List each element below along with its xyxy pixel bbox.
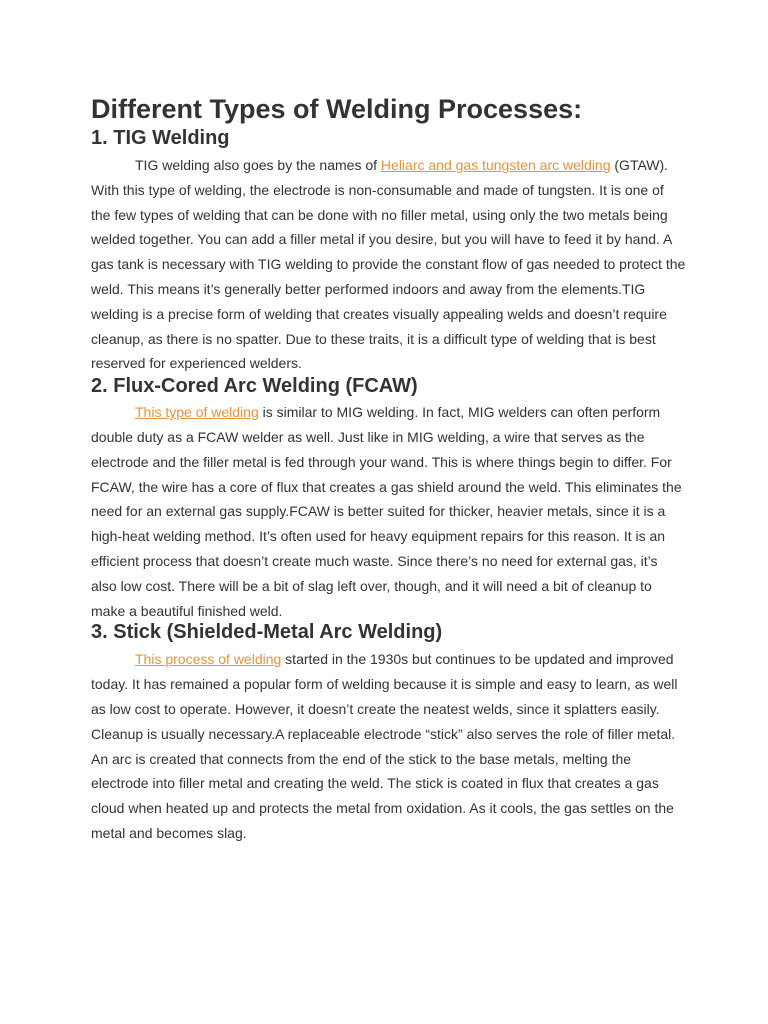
section-paragraph-tig-welding: [91, 153, 687, 376]
paragraph-text-after-link: started in the 1930s but continues to be updated and improved today. It has remained a popular form of welding because it is simple and easy to learn, as well as low cost to operate. However, it doesn’t create the neatest welds, since it splatters easily. Cleanup is usually necessary.A replaceable electrode “stick” also serves the role of filler metal. An arc is created that connects from the end of the stick to the base metals, melting the electrode into filler metal and creating the weld. The stick is coated in flux that creates a gas cloud when heated up and protects the metal from oxidation. As it cools, the gas settles on the metal and becomes slag.: [91, 651, 678, 841]
paragraph-text-after-link: is similar to MIG welding. In fact, MIG welders can often perform double duty as a FCAW welder as well. Just like in MIG welding, a wire that serves as the electrode and the filler metal is fed through your wand. This is where things begin to differ. For FCAW, the wire has a core of flux that creates a gas shield around the weld. This eliminates the need for an external gas supply.FCAW is better suited for thicker, heavier metals, since it is a high-heat welding method. It’s often used for heavy equipment repairs for this reason. It is an efficient process that doesn’t create much waste. Since there’s no need for external gas, it’s also low cost. There will be a bit of slag left over, though, and it will need a bit of cleanup to make a beautiful finished weld.: [91, 404, 682, 619]
document-page: [91, 92, 687, 846]
paragraph-text-before-link: TIG welding also goes by the names of: [135, 157, 381, 173]
document-title: Different Types of Welding Processes:: [91, 94, 583, 124]
fcaw-link[interactable]: This type of welding: [135, 404, 259, 421]
paragraph-text-after-link: (GTAW). With this type of welding, the electrode is non-consumable and made of tungsten. It is one of the few types of welding that can be done with no filler metal, using only the two metals being welded together. You can add a filler metal if you desire, but you will have to feed it by hand. A gas tank is necessary with TIG welding to provide the constant flow of gas needed to protect the weld. This means it’s generally better performed indoors and away from the elements.TIG welding is a precise form of welding that creates visually appealing welds and doesn’t require cleanup, as there is no spatter. Due to these traits, it is a difficult type of welding that is best reserved for experienced welders.: [91, 157, 686, 372]
section-heading-tig-welding: 1. TIG Welding: [91, 127, 230, 149]
heliarc-gtaw-link[interactable]: Heliarc and gas tungsten arc welding: [380, 157, 611, 173]
section-heading-fcaw: 2. Flux-Cored Arc Welding (FCAW): [91, 375, 418, 398]
section-paragraph-fcaw: [91, 400, 687, 623]
stick-welding-link[interactable]: This process of welding: [135, 651, 282, 668]
section-heading-stick-welding: 3. Stick (Shielded-Metal Arc Welding): [91, 621, 443, 644]
section-paragraph-stick-welding: [91, 647, 687, 845]
